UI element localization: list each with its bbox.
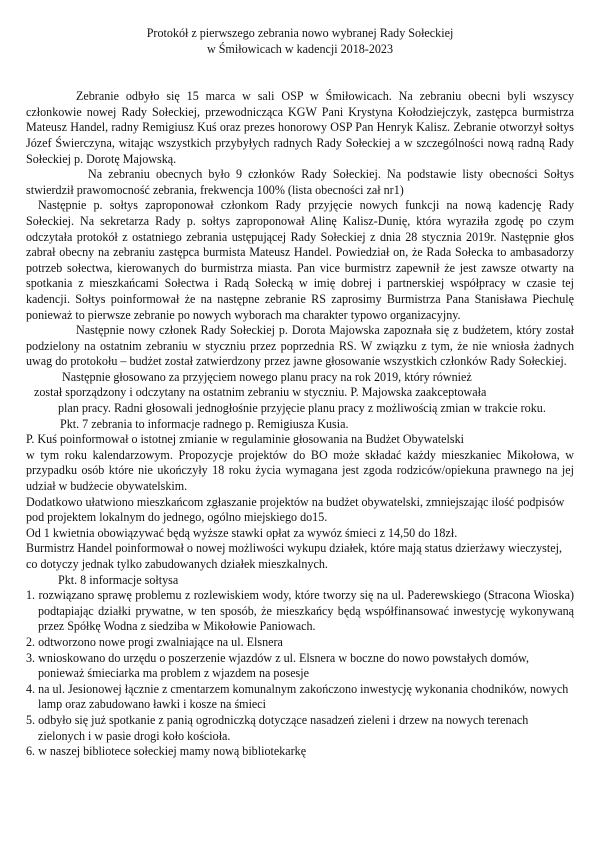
- document-title-line-2: w Śmiłowicach w kadencji 2018-2023: [206, 41, 394, 56]
- paragraph-waste-fees: Od 1 kwietnia obowiązywać będą wyższe stawki opłat za wywóz śmieci z 14,50 do 18zł.: [26, 525, 458, 540]
- list-item: 6. w naszej bibliotece sołeckiej mamy nową bibliotekarkę: [26, 744, 307, 759]
- title-spacer: [26, 57, 574, 89]
- paragraph-budget: Następnie nowy członek Rady Sołeckiej p. Dorota Majowska zapoznała się z budżetem, który został podzielony na ostatnim zebraniu w styczniu przez poprzednia RS. W związku z tym, że nie wniosła żadnych uwag do protokołu – budżet został zatwierdzony przez jawne głosowanie wszystkich członków Rady Sołeckiej.: [26, 323, 574, 369]
- list-item: 5. odbyło się już spotkanie z panią ogrodniczką dotyczące nasadzeń zieleni i drzew na nowych terenach zielonych i w pasie drogi koło kościoła.: [26, 712, 529, 743]
- document-title-line-1: Protokół z pierwszego zebrania nowo wybranej Rady Sołeckiej: [146, 26, 454, 40]
- paragraph-new-functions: Następnie p. sołtys zaproponował członkom Rady przyjęcie nowych funkcji na nową kadencję Rady Sołeckiej. Na sekretarza Rady p. sołtys zaproponował Alinę Kalisz-Dunię, która wyraziła zgodę po czym odczytała protokół z ostatniego zebrania ustępującej Rady Sołeckiej z dnia 28 stycznia 2019r. Następnie głos zabrał obecny na zebraniu zastępca burmista Mateusz Handel. Powiedział on, że Rada Sołecka to ambasadorzy potrzeb sołectwa, kierowanych do burmistrza miasta. Pan vice burmistrz zapewnił że jest zawsze otwarty na spotkania z mieszkańcami Sołectwa i Radą Sołecką w imię dobrej i partnerskiej współpracy w czasie tej kadencji. Sołtys poinformował że na następne zebranie RS zaprosimy Burmistrza Pana Stanisława Piechulę ponieważ to pierwsze zebranie po nowych wyborach ma charakter typowo organizacyjny.: [26, 198, 574, 322]
- paragraph-attendance: Na zebraniu obecnych było 9 członków Rady Sołeckiej. Na podstawie listy obecności Sołtys stwierdził prawomocność zebrania, frekwencja 100% (lista obecności zał nr1): [26, 167, 574, 197]
- list-item: 2. odtworzono nowe progi zwalniające na ul. Elsnera: [26, 634, 283, 649]
- paragraph-meeting-opening: Zebranie odbyło się 15 marca w sali OSP w Śmiłowicach. Na zebraniu obecni byli wszyscy członkowie nowej Rady Sołeckiej, przewodnicząca KGW Pani Krystyna Kołodziejczyk, zastępca burmistrza Mateusz Handel, radny Remigiusz Kuś oraz prezes honorowy OSP Pan Henryk Kalisz. Zebranie otworzył sołtys Józef Świerczyna, witając wszystkich przybyłych radnych Rady Sołeckiej a w szczególności nową radną Rady Sołeckiej p. Dorotę Majowską.: [26, 89, 574, 166]
- paragraph-work-plan-line-2: został sporządzony i odczytany na ostatnim zebraniu w styczniu. P. Majowska zaakceptowała: [34, 385, 487, 400]
- paragraph-work-plan-line-1: Następnie głosowano za przyjęciem nowego planu pracy na rok 2019, który również: [62, 369, 472, 384]
- paragraph-land-purchase: Burmistrz Handel poinformował o nowej możliwości wykupu działek, które mają status dzierżawy wieczystej, co dotyczy jednak tylko zabudowanych działek mieszkalnych.: [26, 541, 563, 571]
- paragraph-budget-rules-line-1: P. Kuś poinformował o istotnej zmianie w regulaminie głosowania na Budżet Obywatelski: [26, 432, 464, 447]
- paragraph-budget-rules: w tym roku kalendarzowym. Propozycje projektów do BO może składać każdy mieszkaniec Mikołowa, w przypadku osób które nie ukończyły 18 roku życia wymagana jest zgoda rodziców/opiekuna prawnego na jej udział w budżecie obywatelskim.: [26, 447, 574, 494]
- list-item: 4. na ul. Jesionowej łącznie z cmentarzem komunalnym zakończono inwestycję wykonania chodników, nowych lamp oraz zabudowano ławki i kosze na śmieci: [26, 681, 569, 712]
- paragraph-work-plan-line-3: plan pracy. Radni głosowali jednogłośnie przyjęcie planu pracy z możliwością zmian w trakcie roku.: [58, 401, 546, 416]
- paragraph-point-7-heading: Pkt. 7 zebrania to informacje radnego p. Remigiusza Kusia.: [60, 416, 349, 431]
- paragraph-signatures: Dodatkowo ułatwiono mieszkańcom zgłaszanie projektów na budżet obywatelski, zmniejszając ilość podpisów pod projektem lokalnym do jednego, ogólno miejskiego do15.: [26, 494, 565, 525]
- paragraph-point-8-heading: Pkt. 8 informacje sołtysa: [58, 572, 179, 587]
- list-item: 1. rozwiązano sprawę problemu z rozlewiskiem wody, które tworzy się na ul. Paderewskiego (Stracona Wioska) podtapiając działki prywatne, w ten sposób, że mieszkańcy będą współfinansować inwestycję wykonywaną przez Spółkę Wodna z siedziba w Mikołowie Paniowach.: [26, 588, 574, 634]
- list-item: 3. wnioskowano do urzędu o poszerzenie wjazdów z ul. Elsnera w boczne do nowo powstałych domów, ponieważ śmieciarka ma problem z wjazdem na posesje: [26, 650, 529, 681]
